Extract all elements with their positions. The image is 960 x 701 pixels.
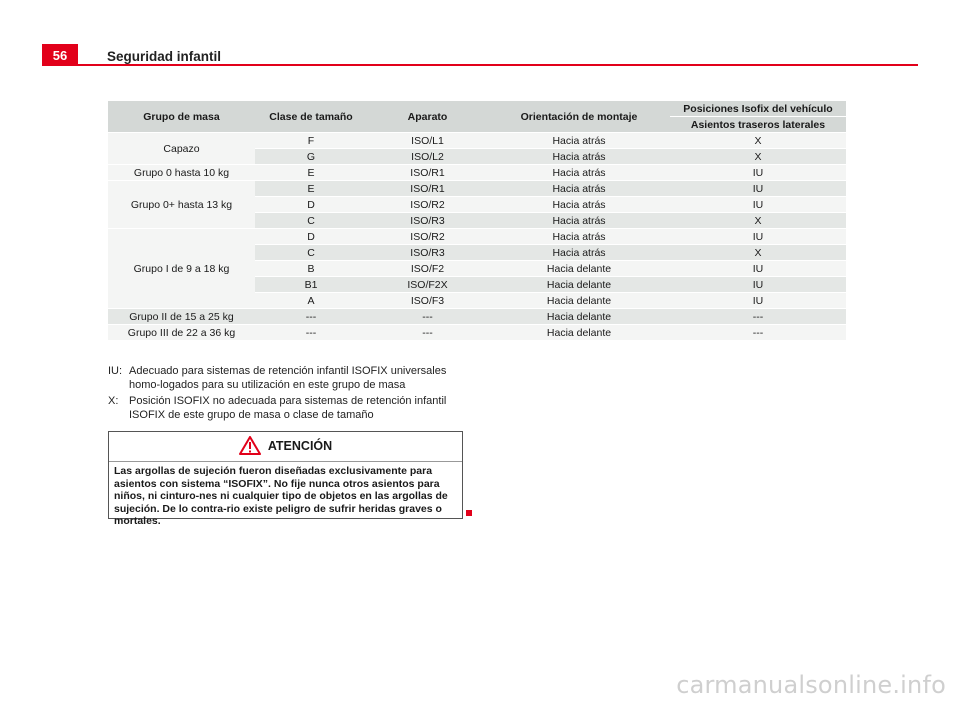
table-row <box>108 229 846 244</box>
size-cell: C <box>255 245 367 260</box>
warning-text: Las argollas de sujeción fueron diseñadas exclusivamente para asientos con sistema “ISOFIX”. No fije nunca otros asientos para niños, ni cinturo-nes ni cualquier tipo de objetos en las argollas de sujeción. De lo contra-rio existe peligro de sufrir heridas graves o mortales. <box>114 465 448 527</box>
device-cell: ISO/R2 <box>367 197 488 212</box>
device-cell: ISO/L1 <box>367 133 488 148</box>
orientation-cell: Hacia delante <box>488 261 670 276</box>
orientation-cell: Hacia atrás <box>488 165 670 180</box>
table-row <box>108 309 846 324</box>
size-cell: B1 <box>255 277 367 292</box>
device-cell: ISO/R3 <box>367 213 488 228</box>
warning-box <box>108 431 463 527</box>
size-cell: B <box>255 261 367 276</box>
mass-group-cell: Grupo I de 9 a 18 kg <box>108 229 255 308</box>
warning-header <box>109 432 462 459</box>
legend-key: IU: <box>108 365 123 377</box>
col-header-orientation: Orientación de montaje <box>488 101 670 132</box>
size-cell: --- <box>255 309 367 324</box>
orientation-cell: Hacia atrás <box>488 245 670 260</box>
device-cell: ISO/F2 <box>367 261 488 276</box>
device-cell: ISO/R3 <box>367 245 488 260</box>
mass-group-cell: Grupo 0 hasta 10 kg <box>108 165 255 180</box>
col-header-device: Aparato <box>367 101 488 132</box>
position-cell: IU <box>670 229 846 244</box>
warning-triangle-icon <box>239 436 261 455</box>
size-cell: C <box>255 213 367 228</box>
col-header-isofix-positions: Posiciones Isofix del vehículo <box>670 101 846 116</box>
device-cell: --- <box>367 309 488 324</box>
position-cell: X <box>670 133 846 148</box>
size-cell: D <box>255 197 367 212</box>
device-cell: ISO/R2 <box>367 229 488 244</box>
position-cell: IU <box>670 261 846 276</box>
device-cell: ISO/F2X <box>367 277 488 292</box>
orientation-cell: Hacia atrás <box>488 213 670 228</box>
warning-divider <box>109 461 462 462</box>
table-row <box>108 325 846 340</box>
size-cell: D <box>255 229 367 244</box>
size-cell: --- <box>255 325 367 340</box>
position-cell: --- <box>670 325 846 340</box>
orientation-cell: Hacia atrás <box>488 133 670 148</box>
size-cell: E <box>255 181 367 196</box>
position-cell: IU <box>670 277 846 292</box>
mass-group-cell: Capazo <box>108 133 255 164</box>
orientation-cell: Hacia delante <box>488 325 670 340</box>
legend-text: Adecuado para sistemas de retención infantil ISOFIX universales homo-logados para su utilización en este grupo de masa <box>129 365 447 391</box>
size-cell: E <box>255 165 367 180</box>
warning-title: ATENCIÓN <box>267 438 333 453</box>
mass-group-cell: Grupo II de 15 a 25 kg <box>108 309 255 324</box>
legend-text: Posición ISOFIX no adecuada para sistemas de retención infantil ISOFIX de este grupo de masa o clase de tamaño <box>129 395 447 421</box>
position-cell: X <box>670 213 846 228</box>
position-cell: X <box>670 245 846 260</box>
orientation-cell: Hacia delante <box>488 277 670 292</box>
position-cell: --- <box>670 309 846 324</box>
watermark: carmanualsonline.info <box>676 671 946 699</box>
page-number: 56 <box>42 44 78 66</box>
size-cell: F <box>255 133 367 148</box>
orientation-cell: Hacia atrás <box>488 181 670 196</box>
col-header-size-class: Clase de tamaño <box>255 101 367 132</box>
position-cell: IU <box>670 197 846 212</box>
mass-group-cell: Grupo 0+ hasta 13 kg <box>108 181 255 228</box>
table-row <box>108 133 846 148</box>
orientation-cell: Hacia atrás <box>488 149 670 164</box>
position-cell: X <box>670 149 846 164</box>
device-cell: ISO/R1 <box>367 181 488 196</box>
device-cell: ISO/F3 <box>367 293 488 308</box>
col-header-mass-group: Grupo de masa <box>108 101 255 132</box>
orientation-cell: Hacia atrás <box>488 229 670 244</box>
device-cell: ISO/L2 <box>367 149 488 164</box>
legend-key: X: <box>108 395 119 407</box>
device-cell: ISO/R1 <box>367 165 488 180</box>
col-header-rear-side-seats: Asientos traseros laterales <box>670 117 846 132</box>
table-row <box>108 165 846 180</box>
table-row <box>108 181 846 196</box>
orientation-cell: Hacia delante <box>488 309 670 324</box>
header-rule <box>78 64 918 66</box>
position-cell: IU <box>670 165 846 180</box>
position-cell: IU <box>670 293 846 308</box>
device-cell: --- <box>367 325 488 340</box>
size-cell: A <box>255 293 367 308</box>
orientation-cell: Hacia atrás <box>488 197 670 212</box>
mass-group-cell: Grupo III de 22 a 36 kg <box>108 325 255 340</box>
section-end-mark <box>466 510 472 516</box>
page-title: Seguridad infantil <box>107 49 222 64</box>
isofix-table <box>108 100 846 341</box>
table-body <box>108 133 846 340</box>
size-cell: G <box>255 149 367 164</box>
position-cell: IU <box>670 181 846 196</box>
orientation-cell: Hacia delante <box>488 293 670 308</box>
